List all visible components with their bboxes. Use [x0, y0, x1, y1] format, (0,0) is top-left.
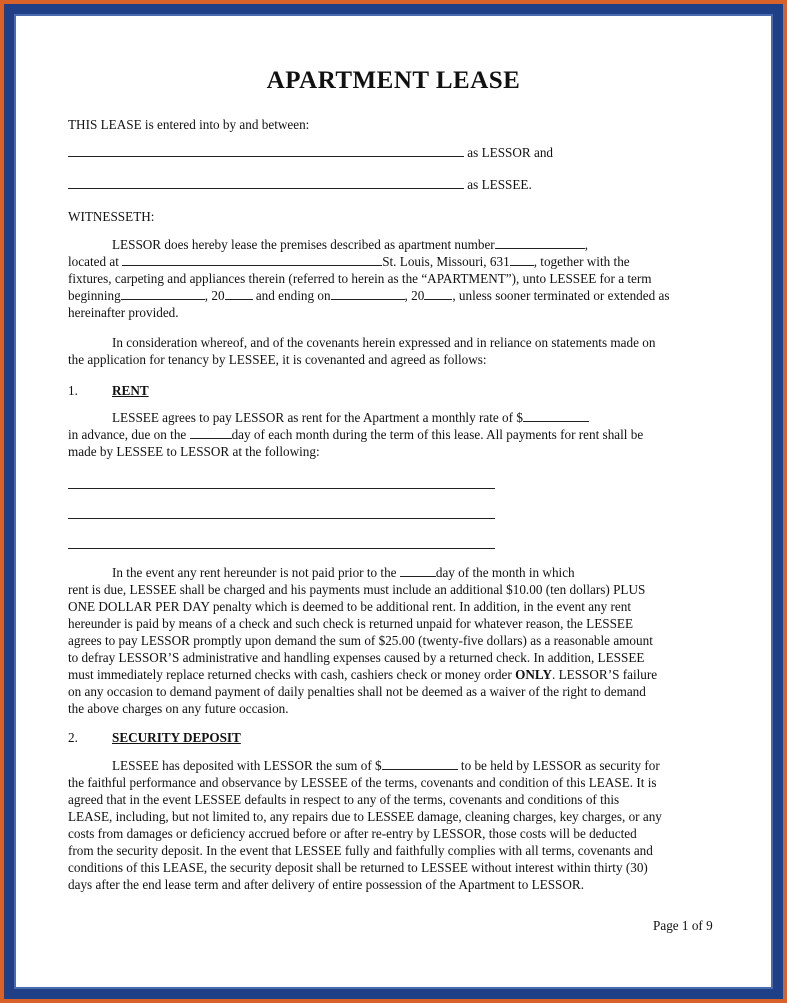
- consideration-line-1: In consideration whereof, and of the covenants herein expressed and in reliance on statements made on: [112, 335, 656, 350]
- late-line-2: rent is due, LESSEE shall be charged and his payments must include an additional $10.00 (ten dollars) PLUS: [68, 582, 646, 597]
- section-number: 1.: [68, 383, 78, 398]
- late-line-8: on any occasion to demand payment of daily penalties shall not be deemed as a waiver of the right to demand: [68, 684, 646, 699]
- monthly-rate-blank: [523, 409, 589, 422]
- late-text-7: must immediately replace returned checks with cash, cashiers check or money order: [68, 667, 512, 682]
- deposit-line-5: costs from damages or deficiency accrued before or after re-entry by LESSOR, those costs will be deducted: [68, 826, 637, 841]
- address-blank: [122, 253, 382, 266]
- intro-line: THIS LEASE is entered into by and between:: [68, 117, 310, 132]
- section-rent-heading: [68, 382, 149, 400]
- late-text: In the event any rent hereunder is not paid prior to the: [112, 565, 397, 580]
- premises-line-2: [68, 253, 630, 271]
- zip-blank: [510, 253, 534, 266]
- premises-text: LESSOR does hereby lease the premises described as apartment number: [112, 237, 495, 252]
- lessee-party-line: [68, 176, 532, 194]
- late-line-5: agrees to pay LESSOR promptly upon demand the sum of $25.00 (twenty-five dollars) as a reasonable amount: [68, 633, 653, 648]
- late-line-4: hereunder is paid by means of a check and such check is returned unpaid for whatever reason, the LESSEE: [68, 616, 634, 631]
- deposit-continuation: to be held by LESSOR as security for: [460, 758, 660, 773]
- rent-line-2: [68, 426, 643, 444]
- payment-address-line-1: [68, 488, 495, 489]
- deposit-line-2: the faithful performance and observance by LESSEE of the terms, covenants and condition of this LEASE. It is: [68, 775, 657, 790]
- late-line-3: ONE DOLLAR PER DAY penalty which is deemed to be additional rent. In addition, in the event any rent: [68, 599, 632, 614]
- document-title: APARTMENT LEASE: [266, 67, 521, 94]
- rent-line-1: [112, 409, 589, 427]
- premises-line-1: LESSOR does hereby lease the premises described as apartment number ,: [112, 237, 588, 252]
- deposit-line-6: from the security deposit. In the event that LESSEE fully and faithfully complies with all terms, covenants and: [68, 843, 653, 858]
- due-day-blank: [190, 426, 232, 439]
- deposit-line-4: LEASE, including, but not limited to, any repairs due to LESSEE damage, cleaning charges, key charges, or any: [68, 809, 662, 824]
- deposit-line-1: [112, 757, 660, 775]
- premises-line-3: fixtures, carpeting and appliances therein (referred to herein as the “APARTMENT”), unto LESSEE for a term: [68, 271, 652, 286]
- section-number: 2.: [68, 730, 78, 745]
- late-continuation: day of the month in which: [435, 565, 575, 580]
- deposit-amount-blank: [382, 757, 458, 770]
- premises-line-4: [68, 287, 670, 305]
- due-label: in advance, due on the: [68, 427, 187, 442]
- apartment-number-blank: [495, 236, 585, 249]
- start-year-label: , 20: [204, 288, 225, 303]
- late-line-6: to defray LESSOR’S administrative and handling expenses caused by a returned check. In addition, LESSEE: [68, 650, 645, 665]
- rent-continuation: day of each month during the term of this lease. All payments for rent shall be: [231, 427, 644, 442]
- lessor-party-line: [68, 144, 553, 162]
- rent-line-3: made by LESSEE to LESSOR at the following:: [68, 444, 320, 459]
- payment-address-line-3: [68, 548, 495, 549]
- end-date-blank: [331, 287, 405, 300]
- beginning-label: beginning: [68, 288, 121, 303]
- late-line-7: [68, 666, 657, 684]
- deposit-line-3: agreed that in the event LESSEE defaults in respect to any of the terms, covenants and conditions of this: [68, 792, 620, 807]
- end-year-blank: [424, 287, 452, 300]
- late-day-blank: [400, 564, 436, 577]
- premises-continuation: , together with the: [533, 254, 630, 269]
- section-title: SECURITY DEPOSIT: [112, 730, 241, 745]
- end-year-label: , 20: [404, 288, 425, 303]
- located-at-label: located at: [68, 254, 119, 269]
- deposit-text: LESSEE has deposited with LESSOR the sum of $: [112, 758, 382, 773]
- lessee-name-blank: [68, 176, 464, 189]
- witnesseth-heading: WITNESSETH:: [68, 209, 155, 224]
- late-line-9: the above charges on any future occasion.: [68, 701, 289, 716]
- city-state-zip: St. Louis, Missouri, 631: [382, 254, 510, 269]
- consideration-line-2: the application for tenancy by LESSEE, it is covenanted and agreed as follows:: [68, 352, 487, 367]
- deposit-line-8: days after the end lease term and after delivery of entire possession of the Apartment to LESSOR.: [68, 877, 584, 892]
- section-title: RENT: [112, 383, 149, 398]
- only-emphasis: ONLY: [515, 667, 552, 682]
- late-text-7-end: . LESSOR’S failure: [552, 667, 658, 682]
- lessee-label: as LESSEE.: [467, 177, 532, 192]
- page-number: Page 1 of 9: [653, 918, 713, 933]
- late-line-1: [112, 564, 575, 582]
- payment-address-line-2: [68, 518, 495, 519]
- rent-text: LESSEE agrees to pay LESSOR as rent for the Apartment a monthly rate of $: [112, 410, 523, 425]
- ending-label: and ending on: [255, 288, 331, 303]
- section-deposit-heading: [68, 729, 241, 747]
- lessor-label: as LESSOR and: [467, 145, 554, 160]
- term-continuation: , unless sooner terminated or extended as: [452, 288, 670, 303]
- start-date-blank: [121, 287, 205, 300]
- lease-page: [22, 18, 765, 983]
- start-year-blank: [225, 287, 253, 300]
- premises-line-5: hereinafter provided.: [68, 305, 179, 320]
- lessor-name-blank: [68, 144, 464, 157]
- deposit-line-7: conditions of this LEASE, the security deposit shall be returned to LESSEE without interest within thirty (30): [68, 860, 648, 875]
